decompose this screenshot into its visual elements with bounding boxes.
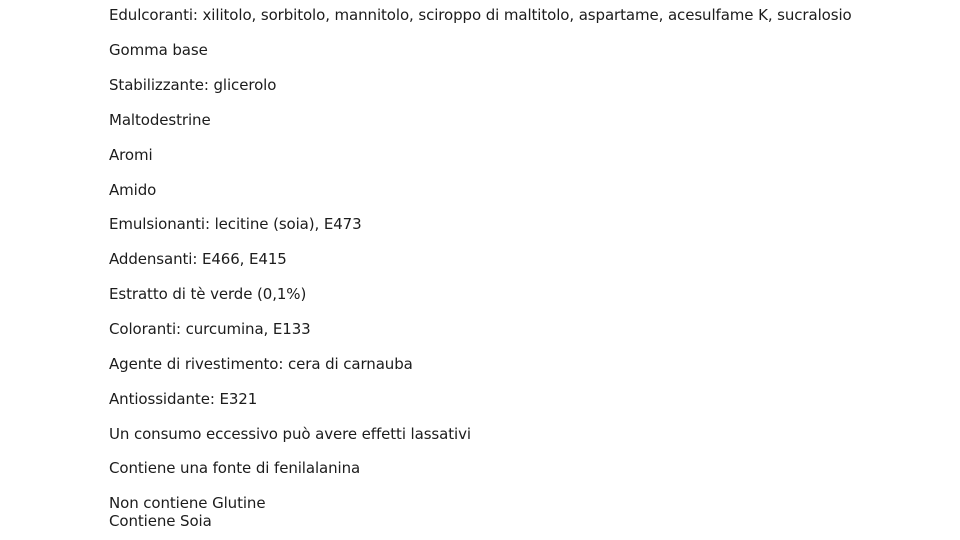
allergen-line-contains-soy: Contiene Soia bbox=[109, 512, 212, 530]
ingredient-line-emulsifiers: Emulsionanti: lecitine (soia), E473 bbox=[109, 215, 362, 233]
warning-line-phenylalanine: Contiene una fonte di fenilalanina bbox=[109, 459, 361, 477]
ingredient-line-colorants: Coloranti: curcumina, E133 bbox=[109, 320, 311, 338]
ingredient-line-maltodextrin: Maltodestrine bbox=[109, 111, 211, 129]
ingredient-line-coating-agent: Agente di rivestimento: cera di carnauba bbox=[109, 355, 413, 373]
allergen-line-gluten-free: Non contiene Glutine bbox=[109, 494, 266, 512]
ingredient-line-green-tea: Estratto di tè verde (0,1%) bbox=[109, 285, 307, 303]
warning-line-laxative: Un consumo eccessivo può avere effetti lassativi bbox=[109, 425, 471, 443]
ingredient-line-stabilizer: Stabilizzante: glicerolo bbox=[109, 76, 277, 94]
ingredient-line-flavors: Aromi bbox=[109, 146, 153, 164]
ingredient-line-sweeteners: Edulcoranti: xilitolo, sorbitolo, mannitolo, sciroppo di maltitolo, aspartame, acesulfame K, sucralosio bbox=[109, 6, 852, 24]
ingredient-line-starch: Amido bbox=[109, 181, 157, 199]
ingredient-line-gum-base: Gomma base bbox=[109, 41, 208, 59]
ingredient-line-antioxidant: Antiossidante: E321 bbox=[109, 390, 258, 408]
ingredient-line-thickeners: Addensanti: E466, E415 bbox=[109, 250, 287, 268]
